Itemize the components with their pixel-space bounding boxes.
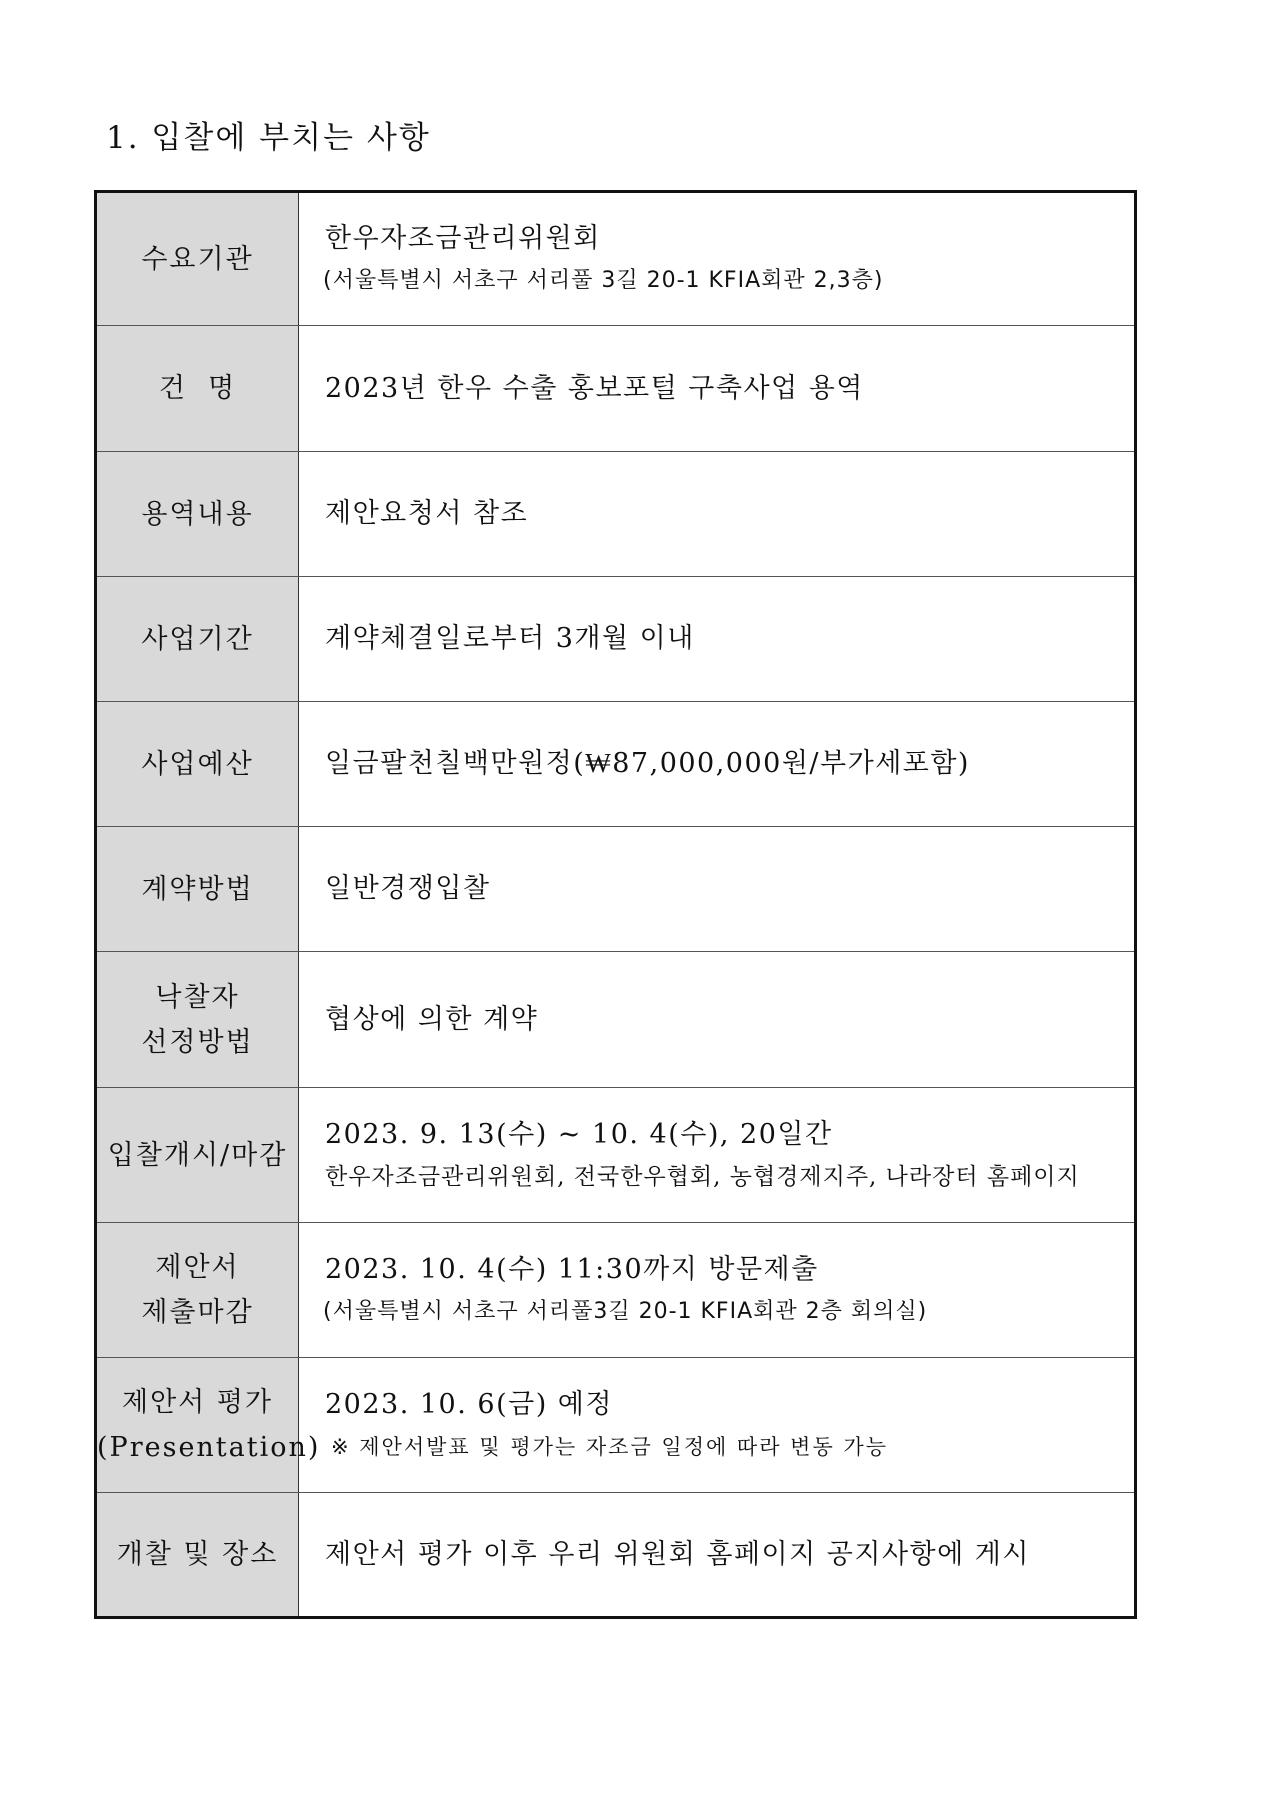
project-name: 2023년 한우 수출 홍보포털 구축사업 용역 bbox=[325, 372, 864, 404]
row-label bbox=[96, 1358, 321, 1493]
row-label-line: 제안서 평가 bbox=[122, 1387, 273, 1418]
bid-period: 2023. 9. 13(수) ~ 10. 4(수), 20일간 bbox=[325, 1119, 833, 1150]
row-label: 수요기관 bbox=[96, 192, 299, 326]
table-row bbox=[96, 577, 1136, 702]
row-label-line: 낙찰자 bbox=[155, 981, 240, 1013]
submission-address: (서울특별시 서초구 서리풀3길 20-1 KFIA회관 2층 회의실) bbox=[323, 1299, 928, 1324]
bid-info-table bbox=[94, 190, 1137, 1619]
table-row bbox=[96, 702, 1136, 827]
row-label-line: (Presentation) bbox=[97, 1432, 321, 1463]
agency-name: 한우자조금관리위원회 bbox=[325, 223, 601, 254]
row-value bbox=[299, 192, 1136, 326]
row-label: 개찰 및 장소 bbox=[96, 1493, 299, 1618]
row-label: 용역내용 bbox=[96, 452, 299, 577]
project-budget: 일금팔천칠백만원정(₩87,000,000원/부가세포함) bbox=[325, 748, 970, 779]
table-row bbox=[96, 1358, 1136, 1493]
row-value bbox=[299, 452, 1136, 577]
row-label: 입찰개시/마감 bbox=[96, 1088, 299, 1223]
contract-method: 일반경쟁입찰 bbox=[325, 873, 491, 904]
row-label-line: 선정방법 bbox=[141, 1026, 254, 1058]
selection-method: 협상에 의한 계약 bbox=[325, 1003, 539, 1035]
table-row bbox=[96, 1493, 1136, 1618]
table-row bbox=[96, 452, 1136, 577]
row-value bbox=[299, 1493, 1136, 1618]
row-label bbox=[96, 1223, 299, 1358]
row-value bbox=[299, 326, 1136, 452]
row-value bbox=[299, 702, 1136, 827]
row-value bbox=[299, 952, 1136, 1088]
evaluation-note: ※ 제안서발표 및 평가는 자조금 일정에 따라 변동 가능 bbox=[331, 1435, 889, 1459]
row-value bbox=[299, 827, 1136, 952]
project-period: 계약체결일로부터 3개월 이내 bbox=[325, 623, 695, 654]
row-label bbox=[96, 952, 299, 1088]
row-value bbox=[299, 1088, 1136, 1223]
row-label-line: 제안서 bbox=[155, 1252, 240, 1283]
service-content: 제안요청서 참조 bbox=[325, 498, 529, 529]
row-label: 계약방법 bbox=[96, 827, 299, 952]
row-label-line: 제출마감 bbox=[141, 1297, 254, 1328]
table-row bbox=[96, 326, 1136, 452]
opening-location: 제안서 평가 이후 우리 위원회 홈페이지 공지사항에 게시 bbox=[325, 1538, 1030, 1570]
table-row bbox=[96, 192, 1136, 326]
row-label: 건 명 bbox=[96, 326, 299, 452]
bid-notice-sites: 한우자조금관리위원회, 전국한우협회, 농협경제지주, 나라장터 홈페이지 bbox=[325, 1164, 1080, 1190]
table-row bbox=[96, 827, 1136, 952]
row-value bbox=[299, 1358, 1136, 1493]
table-row bbox=[96, 1223, 1136, 1358]
proposal-deadline: 2023. 10. 4(수) 11:30까지 방문제출 bbox=[325, 1254, 819, 1285]
row-value bbox=[299, 577, 1136, 702]
row-label: 사업예산 bbox=[96, 702, 299, 827]
row-label: 사업기간 bbox=[96, 577, 299, 702]
row-value bbox=[299, 1223, 1136, 1358]
section-title: 1. 입찰에 부치는 사항 bbox=[106, 120, 431, 156]
agency-address: (서울특별시 서초구 서리풀 3길 20-1 KFIA회관 2,3층) bbox=[323, 268, 884, 293]
evaluation-date: 2023. 10. 6(금) 예정 bbox=[325, 1389, 613, 1420]
table-row bbox=[96, 1088, 1136, 1223]
table-row bbox=[96, 952, 1136, 1088]
